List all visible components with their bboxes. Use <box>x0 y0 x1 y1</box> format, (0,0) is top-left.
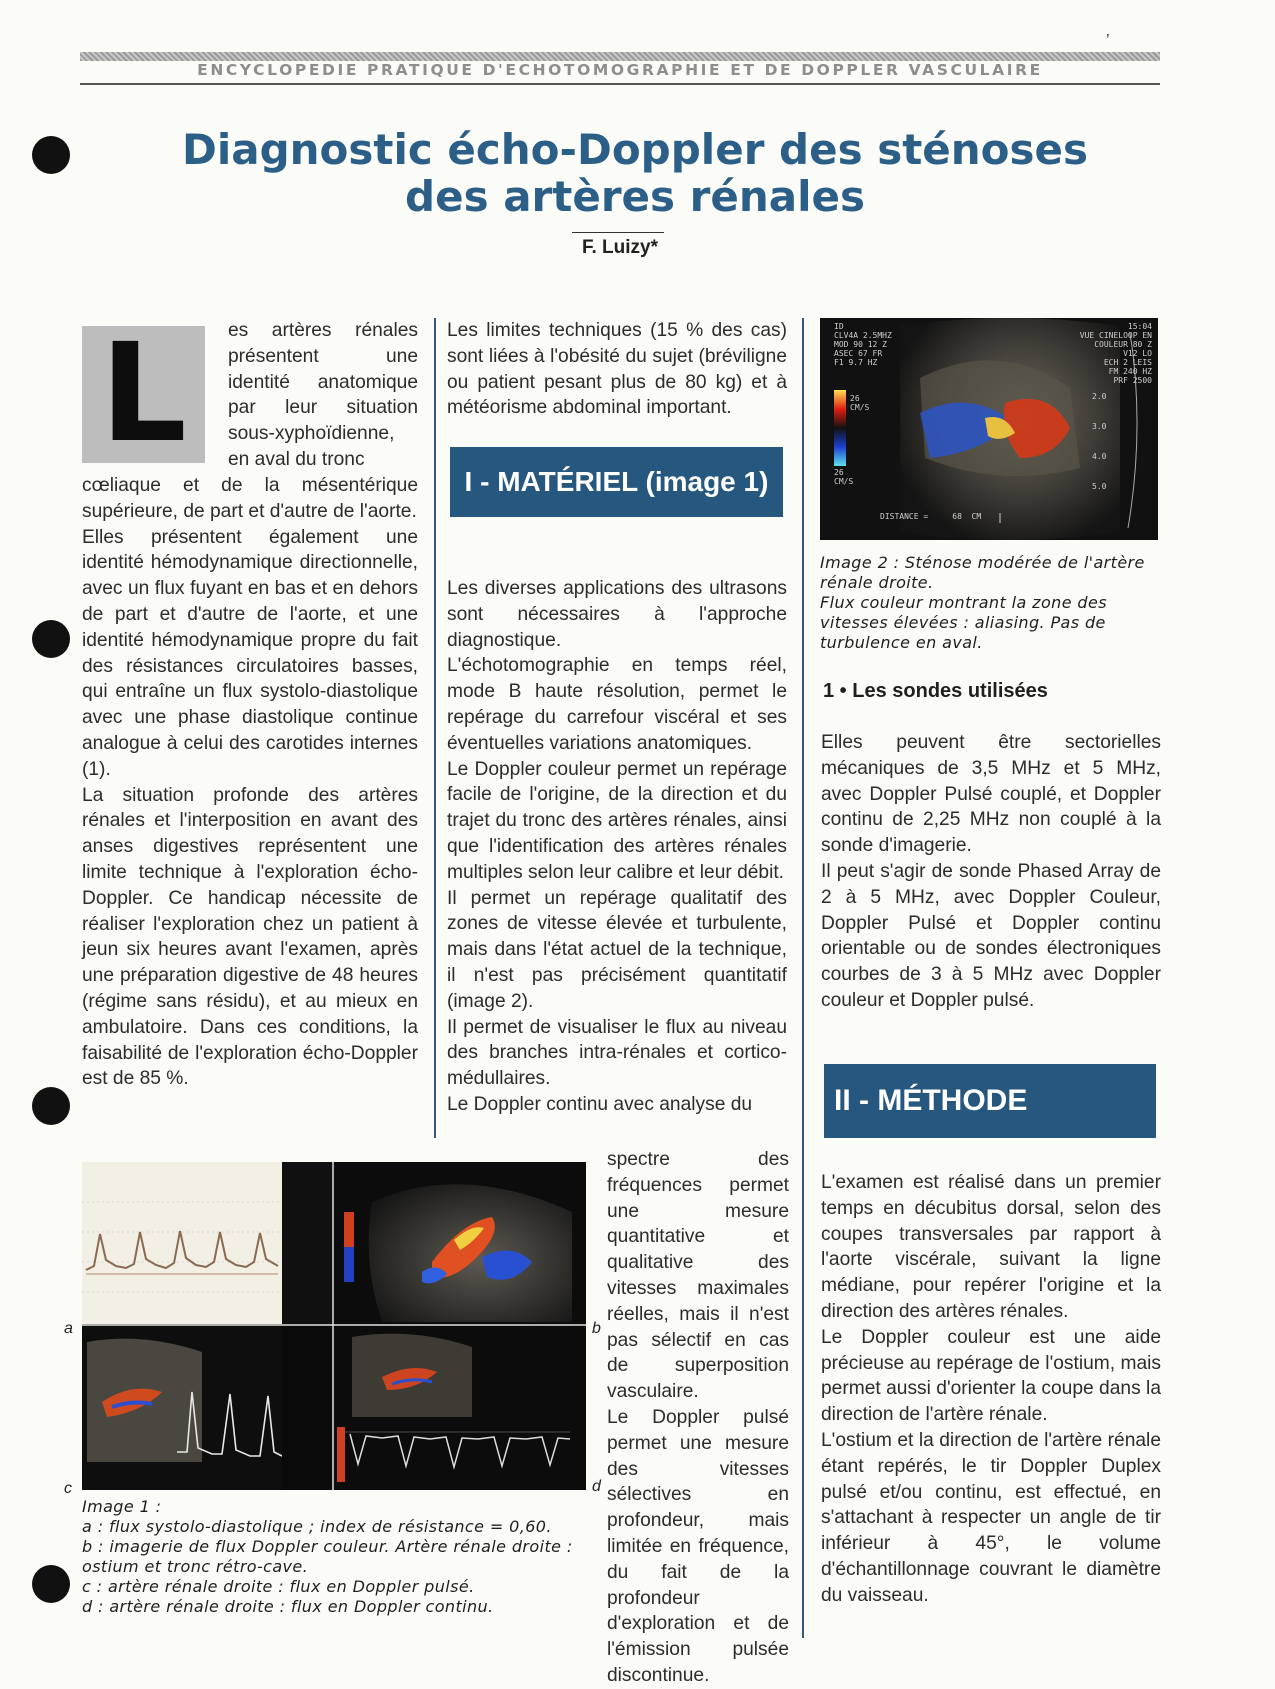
column-2-top <box>447 318 787 421</box>
section-heading-label: I - MATÉRIEL (image 1) <box>464 466 769 497</box>
paragraph: L'examen est réalisé dans un premier temps en décubitus dorsal, selon des coupes transversales par rapport à l'aorte viscérale, suivant la ligne médiane, pour repérer l'origine et la direction des artères rénales. <box>821 1172 1161 1322</box>
header-pattern-bar <box>80 52 1160 61</box>
paragraph: Les diverses applications des ultrasons sont nécessaires à l'approche diagnostique. <box>447 578 787 651</box>
image-1-caption <box>82 1497 582 1617</box>
journal-title: ENCYCLOPEDIE PRATIQUE D'ECHOTOMOGRAPHIE ET DE DOPPLER VASCULAIRE <box>197 61 1043 79</box>
caption-line: b : imagerie de flux Doppler couleur. Artère rénale droite : ostium et tronc rétro-cave. <box>82 1537 573 1576</box>
image-2-readout-right: 15:04 VUE CINELOOP EN COULEUR 80 Z V12 LO ECH 2 LEIS FM 240 HZ PRF 2500 <box>1079 322 1152 385</box>
paragraph: La situation profonde des artères rénales et l'interposition en avant des anses digestives représentent une limite technique à l'exploration écho-Doppler. Ce handicap nécessite de réaliser l'exploration chez un patient à jeun six heures avant l'examen, après une préparation digestive de 48 heures (régime sans résidu), et au mieux en ambulatoire. Dans ces conditions, la faisabilité de l'exploration écho-Doppler est de 85 %. <box>82 784 418 1090</box>
paragraph: Il permet un repérage qualitatif des zones de vitesse élevée et turbulente, mais dans l'état actuel de la technique, il n'est pas précisément quantitatif (image 2). <box>447 887 787 1012</box>
binder-hole-1 <box>32 136 70 174</box>
column-3-upper <box>821 730 1161 1014</box>
paragraph: L'échotomographie en temps réel, mode B haute résolution, permet le repérage du carrefour viscéral et ses éventuelles variations anatomiques. <box>447 655 787 754</box>
paragraph: Les limites techniques (15 % des cas) sont liées à l'obésité du sujet (bréviligne ou patient pesant plus de 80 kg) et à météorisme abdominal important. <box>447 320 787 419</box>
image-1-graphic <box>82 1162 586 1490</box>
drop-cap: L <box>82 326 205 463</box>
image-2-readout-left: ID CLV4A 2.5MHZ MOD 90 12 Z ASEC 67 FR F1 9.7 HZ <box>834 322 892 367</box>
image-2-depth-mark: 2.0 <box>1092 392 1107 401</box>
image-2-scale-bottom: 26 CM/S <box>834 468 854 486</box>
paragraph: L'ostium et la direction de l'artère rénale étant repérés, le tir Doppler Duplex pulsé et/ou continu, est effectué, en s'attachant à respecter un angle de tir inférieur à 45°, le volume d'échantillonnage couvrant le diamètre du vaisseau. <box>821 1429 1161 1606</box>
caption-line: Image 2 : Sténose modérée de l'artère rénale droite. <box>820 553 1145 592</box>
image-1-figure <box>82 1162 586 1490</box>
subsection-heading-sondes: 1 • Les sondes utilisées <box>823 680 1048 702</box>
panel-letter-d: d <box>592 1478 601 1495</box>
corner-mark: ’ <box>1106 32 1110 49</box>
section-heading-label: II - MÉTHODE <box>834 1084 1028 1117</box>
section-heading-materiel <box>450 447 783 517</box>
author: F. Luizy* <box>581 237 658 258</box>
paragraph: spectre des fréquences permet une mesure quantitative et qualitative des vitesses maximales réelles, mais il n'est pas sélectif en cas de superposition vasculaire. <box>607 1149 789 1403</box>
panel-letter-c: c <box>64 1480 72 1497</box>
image-2-depth-mark: 5.0 <box>1092 482 1107 491</box>
paragraph: Il peut s'agir de sonde Phased Array de 2 à 5 MHz, avec Doppler Couleur, Doppler Pulsé et Doppler continu orientable ou de sondes électroniques courbes de 3 à 5 MHz avec Doppler couleur et Doppler pulsé. <box>821 860 1161 1011</box>
binder-hole-2 <box>32 620 70 658</box>
paragraph: Elles présentent également une identité hémodynamique directionnelle, avec un flux fuyant en bas et en dehors de part et d'autre de l'aorte, et une identité hémodynamique propre du fait des résistances circulatoires basses, qui entraîne un flux systolo-diastolique avec une phase diastolique continue analogue à celui des carotides internes (1). <box>82 526 418 780</box>
image-2-depth-mark: 4.0 <box>1092 452 1107 461</box>
paragraph: Le Doppler pulsé permet une mesure des vitesses sélectives en profondeur, mais limitée en fréquence, du fait de la profondeur d'exploration et de l'émission pulsée discontinue. <box>607 1406 789 1686</box>
paragraph: Le Doppler couleur est une aide précieuse au repérage de l'ostium, mais permet aussi d'orienter la coupe dans la direction de l'artère rénale. <box>821 1326 1161 1426</box>
column-rule-2 <box>802 318 804 1638</box>
intro-paragraph-continuation: cœliaque et de la mésentérique supérieure, de part et d'autre de l'aorte. <box>82 475 418 522</box>
caption-line: c : artère rénale droite : flux en Doppler pulsé. <box>82 1577 475 1596</box>
panel-letter-b: b <box>592 1320 601 1337</box>
image-2-distance-readout: DISTANCE = 68 CM <box>880 512 982 521</box>
column-2 <box>447 576 787 1118</box>
paragraph: Le Doppler continu avec analyse du <box>447 1093 753 1115</box>
paragraph: Elles peuvent être sectorielles mécaniques de 3,5 MHz et 5 MHz, avec Doppler Pulsé couplé, et Doppler continu de 2,25 MHz non couplé à la sonde d'imagerie. <box>821 732 1161 857</box>
header-rule <box>80 83 1160 85</box>
caption-line: a : flux systolo-diastolique ; index de résistance = 0,60. <box>82 1517 552 1536</box>
column-rule-1 <box>434 318 436 1138</box>
binder-hole-3 <box>32 1087 70 1125</box>
author-rule <box>572 232 664 233</box>
paragraph: Il permet de visualiser le flux au niveau des branches intra-rénales et cortico-médullaires. <box>447 1016 787 1090</box>
column-3-lower <box>821 1170 1161 1609</box>
caption-line: d : artère rénale droite : flux en Doppler continu. <box>82 1597 494 1616</box>
image-2-caption <box>820 553 1162 653</box>
column-2-bottom <box>607 1147 789 1689</box>
title-line-2: des artères rénales <box>405 172 865 221</box>
column-1 <box>82 473 418 1092</box>
image-2-ultrasound <box>820 318 1158 540</box>
caption-line: Flux couleur montrant la zone des vitesses élevées : aliasing. Pas de turbulence en aval. <box>820 593 1107 652</box>
intro-paragraph-start: es artères rénales présentent une identité anatomique par leur situation sous-xyphoïdienne, en aval du tronc <box>228 320 418 470</box>
image-2-scale-top: 26 CM/S <box>850 394 870 412</box>
section-heading-methode <box>824 1064 1156 1138</box>
article-title <box>120 126 1150 220</box>
paragraph: Le Doppler couleur permet un repérage facile de l'origine, de la direction et du trajet du tronc des artères rénales, ainsi que l'identification des artères rénales multiples selon leur calibre et leur débit. <box>447 758 787 883</box>
binder-hole-4 <box>32 1565 70 1603</box>
image-2-depth-mark: 3.0 <box>1092 422 1107 431</box>
title-line-1: Diagnostic écho-Doppler des sténoses <box>181 125 1088 174</box>
intro-wrap-text <box>228 318 418 473</box>
panel-letter-a: a <box>64 1320 73 1337</box>
caption-line: Image 1 : <box>82 1497 162 1516</box>
